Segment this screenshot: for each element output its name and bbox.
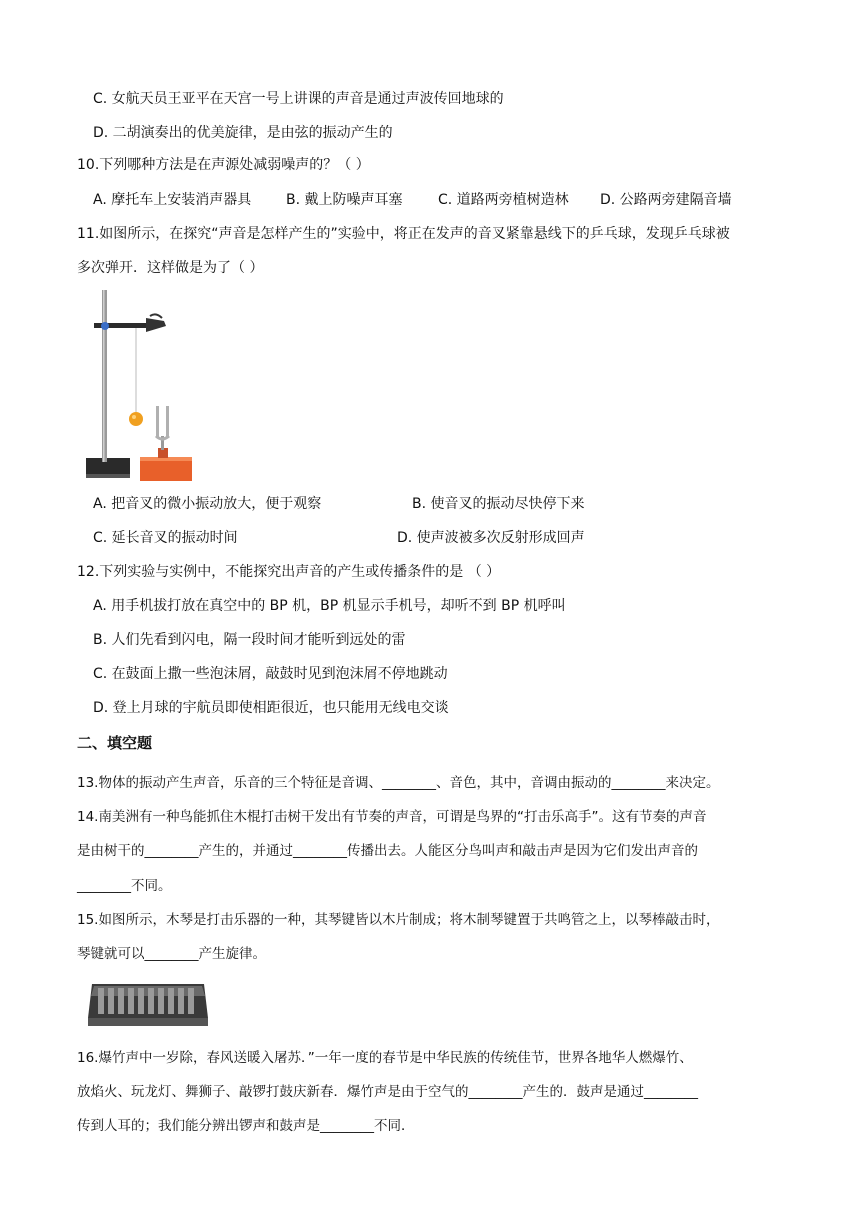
- q16-line1: 16.爆竹声中一岁除，春风送暖入屠苏．”一年一度的春节是中华民族的传统佳节，世界各地华人燃爆竹、: [77, 1050, 693, 1066]
- q12-option-c: C. 在鼓面上撒一些泡沫屑，敲鼓时见到泡沫屑不停地跳动: [93, 666, 448, 682]
- q11-option-d: D. 使声波被多次反射形成回声: [397, 530, 585, 546]
- q11-stem-line2: 多次弹开．这样做是为了（ ）: [77, 260, 264, 276]
- q9-option-d: D. 二胡演奏出的优美旋律，是由弦的振动产生的: [93, 125, 393, 141]
- q15-line2: 琴键就可以________产生旋律。: [77, 946, 266, 962]
- q10-option-b: B. 戴上防噪声耳塞: [286, 192, 403, 208]
- q10-option-d: D. 公路两旁建隔音墙: [600, 192, 732, 208]
- q16-line2: 放焰火、玩龙灯、舞狮子、敲锣打鼓庆新春．爆竹声是由于空气的________产生的．鼓声是通过________: [77, 1084, 698, 1100]
- q13-text: 13.物体的振动产生声音，乐音的三个特征是音调、________、音色，其中，音调由振动的________来决定。: [77, 775, 720, 791]
- q12-option-b: B. 人们先看到闪电，隔一段时间才能听到远处的雷: [93, 632, 406, 648]
- q10-stem: 10.下列哪种方法是在声源处减弱噪声的？（ ）: [77, 157, 370, 173]
- q9-option-c: C. 女航天员王亚平在天宫一号上讲课的声音是通过声波传回地球的: [93, 91, 504, 107]
- xylophone-figure: [84, 976, 212, 1030]
- q16-line3: 传到人耳的；我们能分辨出锣声和鼓声是________不同．: [77, 1118, 415, 1134]
- q10-option-c: C. 道路两旁植树造林: [438, 192, 569, 208]
- q14-line2: 是由树干的________产生的，并通过________传播出去。人能区分鸟叫声和敲击声是因为它们发出声音的: [77, 843, 698, 859]
- q11-option-c: C. 延长音叉的振动时间: [93, 530, 238, 546]
- tuning-fork-stand-figure: [84, 288, 196, 485]
- q12-option-a: A. 用手机拔打放在真空中的 BP 机，BP 机显示手机号，却听不到 BP 机呼叫: [93, 598, 566, 614]
- q14-line3: ________不同。: [77, 878, 172, 894]
- q11-option-a: A. 把音叉的微小振动放大，便于观察: [93, 496, 322, 512]
- q11-stem-line1: 11.如图所示，在探究“声音是怎样产生的”实验中，将正在发声的音叉紧靠悬线下的乒乓球，发现乒乓球被: [77, 226, 730, 242]
- q12-option-d: D. 登上月球的宇航员即使相距很近，也只能用无线电交谈: [93, 700, 449, 716]
- q14-line1: 14.南美洲有一种鸟能抓住木棍打击树干发出有节奏的声音，可谓是鸟界的“打击乐高手”。这有节奏的声音: [77, 809, 707, 825]
- section-fill-in-title: 二、填空题: [77, 734, 153, 752]
- q15-line1: 15.如图所示，木琴是打击乐器的一种，其琴键皆以木片制成；将木制琴键置于共鸣管之上，以琴棒敲击时，: [77, 912, 720, 928]
- q12-stem: 12.下列实验与实例中，不能探究出声音的产生或传播条件的是 （ ）: [77, 564, 501, 580]
- q10-option-a: A. 摩托车上安装消声器具: [93, 192, 252, 208]
- q11-option-b: B. 使音叉的振动尽快停下来: [412, 496, 585, 512]
